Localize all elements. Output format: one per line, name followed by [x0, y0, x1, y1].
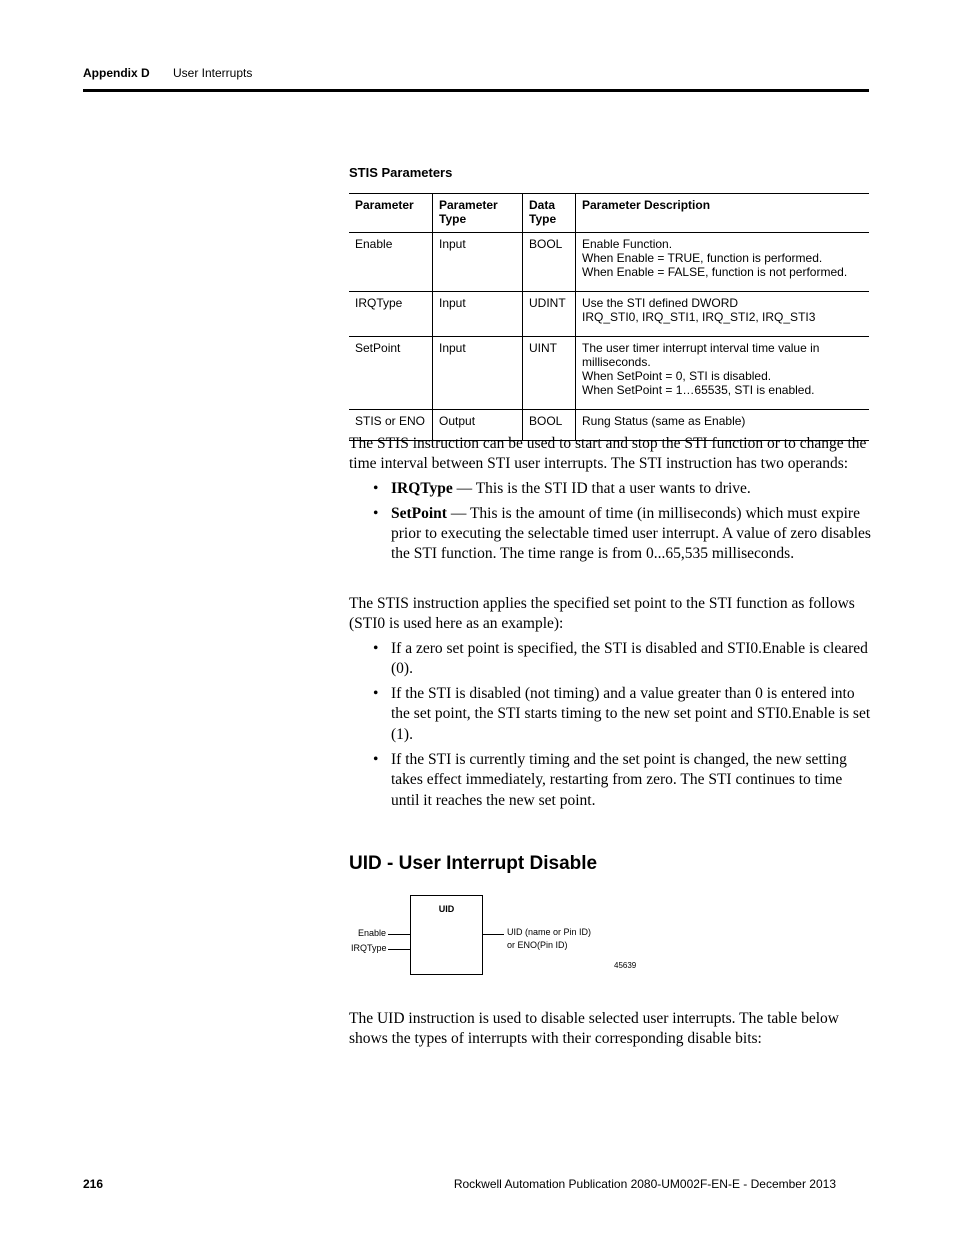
- output-pin-line: [483, 934, 504, 935]
- header-parameter-type: Parameter Type: [433, 194, 523, 233]
- term: IRQType: [391, 479, 453, 497]
- uid-function-block-diagram: [340, 893, 660, 983]
- stis-description: [349, 434, 871, 570]
- header-data-type: Data Type: [523, 194, 576, 233]
- cell-description: Enable Function. When Enable = TRUE, function is performed. When Enable = FALSE, function is not performed.: [576, 233, 870, 292]
- page-number: 216: [83, 1177, 104, 1191]
- figure-number: 45639: [614, 961, 637, 970]
- cell-data-type: UINT: [523, 337, 576, 410]
- cell-description: Use the STI defined DWORD IRQ_STI0, IRQ_STI1, IRQ_STI2, IRQ_STI3: [576, 292, 870, 337]
- input-pin-label: IRQType: [351, 943, 387, 953]
- header-parameter: Parameter: [349, 194, 433, 233]
- header-rule: [83, 89, 869, 92]
- section-heading: UID - User Interrupt Disable: [349, 853, 598, 874]
- publication-info: Rockwell Automation Publication 2080-UM002F-EN-E - December 2013: [453, 1177, 836, 1191]
- cell-description: Rung Status (same as Enable): [576, 410, 870, 441]
- cell-parameter-type: Input: [433, 233, 523, 292]
- paragraph: The STIS instruction applies the specified set point to the STI function as follows (STI0 is used here as an example):: [349, 595, 855, 633]
- list-item: • If the STI is currently timing and the set point is changed, the new setting takes effect immediately, restarting from zero. The STI continues to time until it reaches the new set point.: [391, 750, 871, 811]
- section-label: User Interrupts: [173, 66, 253, 80]
- table-caption: STIS Parameters: [349, 165, 453, 180]
- cell-parameter: Enable: [349, 233, 433, 292]
- cell-parameter: IRQType: [349, 292, 433, 337]
- cell-description: The user timer interrupt interval time value in milliseconds. When SetPoint = 0, STI is disabled. When SetPoint = 1…65535, STI is enabled.: [576, 337, 870, 410]
- cell-data-type: BOOL: [523, 233, 576, 292]
- term: SetPoint: [391, 504, 447, 522]
- paragraph: The UID instruction is used to disable selected user interrupts. The table below shows the types of interrupts with their corresponding disable bits:: [349, 1010, 839, 1048]
- list-item: • If a zero set point is specified, the STI is disabled and STI0.Enable is cleared (0).: [391, 639, 871, 680]
- cell-parameter: STIS or ENO: [349, 410, 433, 441]
- uid-description: [349, 1009, 871, 1050]
- stis-parameters-table: [349, 193, 869, 441]
- appendix-label: Appendix D: [83, 66, 150, 80]
- input-pin-label: Enable: [358, 928, 387, 938]
- cell-parameter-type: Input: [433, 337, 523, 410]
- cell-parameter: SetPoint: [349, 337, 433, 410]
- header-parameter-description: Parameter Description: [576, 194, 870, 233]
- output-pin-label: UID (name or Pin ID): [507, 927, 592, 937]
- term-definition: — This is the STI ID that a user wants to drive.: [452, 479, 751, 497]
- table-row: [349, 337, 869, 410]
- list-item: • If the STI is disabled (not timing) and a value greater than 0 is entered into the set point, the STI starts timing to the new set point and STI0.Enable is set (1).: [391, 684, 871, 745]
- input-pin-line: [388, 934, 410, 935]
- case-list: [349, 639, 871, 811]
- table-header-row: [349, 194, 869, 233]
- cell-parameter-type: Output: [433, 410, 523, 441]
- cell-data-type: UDINT: [523, 292, 576, 337]
- term-definition: — This is the amount of time (in milliseconds) which must expire prior to executing the selectable timed user interrupt. A value of zero disables the STI function. The time range is from 0...65,535 milliseconds.: [391, 504, 871, 563]
- running-header: [83, 66, 253, 80]
- operand-list: [349, 479, 871, 565]
- table-row: [349, 233, 869, 292]
- setpoint-behavior: [349, 594, 871, 816]
- function-block-title: UID: [438, 904, 455, 914]
- table-row: [349, 292, 869, 337]
- list-item: [391, 504, 871, 565]
- paragraph: The STIS instruction can be used to start and stop the STI function or to change the time interval between STI user interrupts. The STI instruction has two operands:: [349, 435, 867, 473]
- output-pin-label: or ENO(Pin ID): [507, 940, 568, 950]
- input-pin-line: [388, 949, 410, 950]
- list-item: [391, 479, 871, 499]
- cell-parameter-type: Input: [433, 292, 523, 337]
- cell-data-type: BOOL: [523, 410, 576, 441]
- function-block: [410, 895, 483, 975]
